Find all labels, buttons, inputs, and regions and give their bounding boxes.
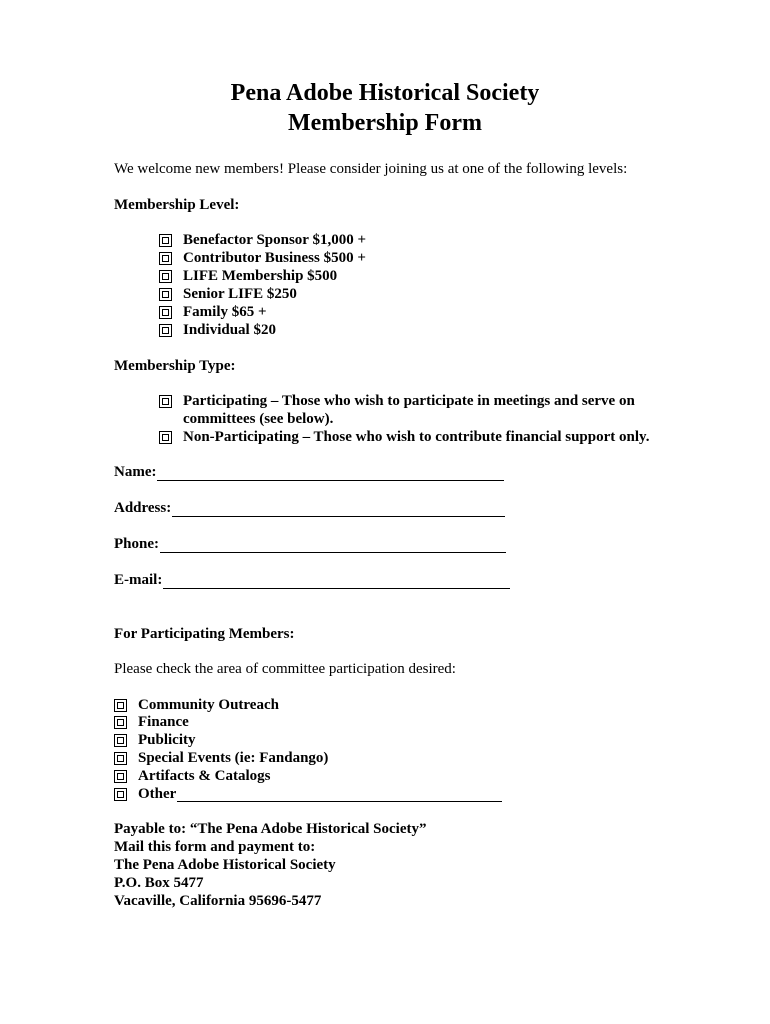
committee-option-label: Other [138,786,177,802]
address-field [114,499,505,517]
type-option-label-continued: committees (see below). [183,411,334,427]
committee-option-special-events[interactable] [114,749,328,767]
participating-heading: For Participating Members: [114,626,295,642]
level-option-individual[interactable] [159,321,276,339]
committee-option-other[interactable] [114,785,502,803]
level-option-benefactor[interactable] [159,231,366,249]
type-option-non-participating[interactable] [159,428,649,446]
phone-label: Phone: [114,536,159,552]
membership-level-heading: Membership Level: [114,197,240,213]
mail-city: Vacaville, California 95696-5477 [114,893,322,909]
mail-instruction: Mail this form and payment to: [114,839,316,855]
level-option-label: Family $65 + [183,304,267,320]
level-option-label: Individual $20 [183,322,276,338]
committee-option-publicity[interactable] [114,731,196,749]
committee-option-label: Finance [138,714,189,730]
name-label: Name: [114,464,157,480]
checkbox[interactable] [159,252,172,265]
committee-option-outreach[interactable] [114,696,279,714]
checkbox[interactable] [114,734,127,747]
committee-option-label: Publicity [138,732,196,748]
phone-field [114,535,506,553]
checkbox[interactable] [114,788,127,801]
committee-option-label: Community Outreach [138,697,279,713]
form-subtitle: Membership Form [288,110,482,136]
name-input-line[interactable] [157,466,504,481]
checkbox[interactable] [159,288,172,301]
committee-option-label: Artifacts & Catalogs [138,768,271,784]
phone-input-line[interactable] [160,538,506,553]
level-option-contributor[interactable] [159,249,366,267]
name-field [114,463,504,481]
checkbox[interactable] [159,306,172,319]
checkbox[interactable] [114,770,127,783]
type-option-label: Non-Participating – Those who wish to contribute financial support only. [183,429,650,445]
level-option-label: Benefactor Sponsor $1,000 + [183,232,366,248]
level-option-label: Contributor Business $500 + [183,250,366,266]
checkbox[interactable] [159,324,172,337]
checkbox[interactable] [114,752,127,765]
address-label: Address: [114,500,172,516]
checkbox[interactable] [159,431,172,444]
checkbox[interactable] [159,395,172,408]
committee-prompt: Please check the area of committee participation desired: [114,661,456,677]
checkbox[interactable] [159,234,172,247]
membership-type-heading: Membership Type: [114,358,236,374]
level-option-life[interactable] [159,267,337,285]
committee-option-finance[interactable] [114,713,189,731]
level-option-label: Senior LIFE $250 [183,286,297,302]
email-field [114,571,510,589]
address-input-line[interactable] [172,502,505,517]
committee-option-artifacts[interactable] [114,767,270,785]
email-input-line[interactable] [163,574,510,589]
level-option-family[interactable] [159,303,267,321]
type-option-label: Participating – Those who wish to participate in meetings and serve on [183,393,635,409]
checkbox[interactable] [114,699,127,712]
type-option-participating[interactable] [159,392,635,410]
level-option-label: LIFE Membership $500 [183,268,338,284]
checkbox[interactable] [159,270,172,283]
form-title: Pena Adobe Historical Society [230,80,540,106]
level-option-senior-life[interactable] [159,285,297,303]
mail-organization: The Pena Adobe Historical Society [114,857,336,873]
email-label: E-mail: [114,572,163,588]
other-input-line[interactable] [177,787,502,802]
mail-po-box: P.O. Box 5477 [114,875,204,891]
payable-to: Payable to: “The Pena Adobe Historical Society” [114,821,427,837]
checkbox[interactable] [114,716,127,729]
intro-text: We welcome new members! Please consider joining us at one of the following levels: [114,161,628,177]
committee-option-label: Special Events (ie: Fandango) [138,750,329,766]
